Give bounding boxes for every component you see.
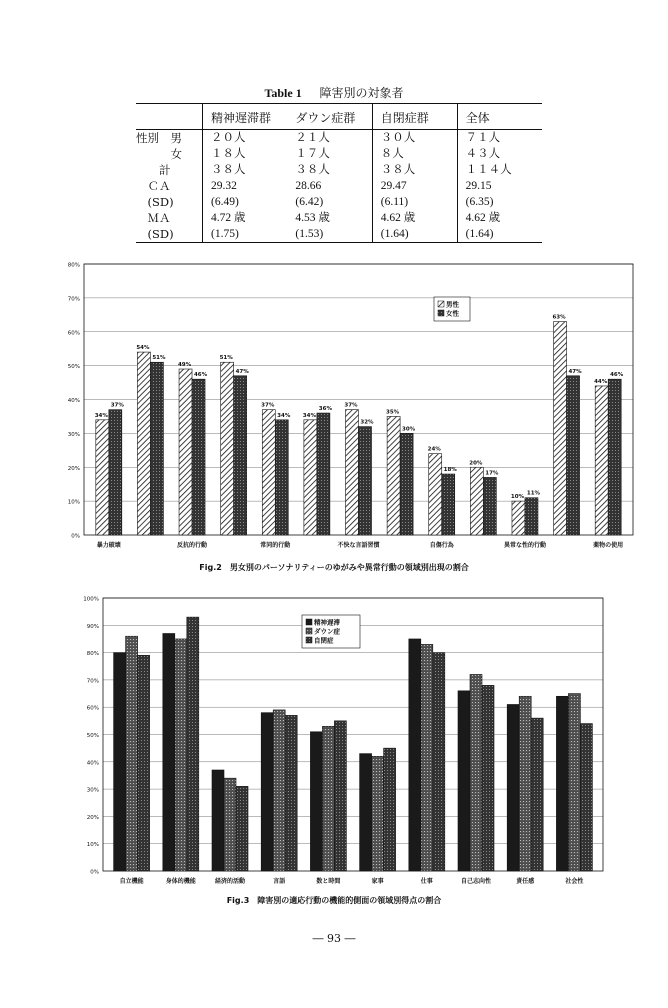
- table-cell: (1.75): [203, 226, 288, 243]
- bar: [580, 724, 592, 871]
- table-cell: １７人: [295, 148, 330, 160]
- bar: [224, 778, 236, 871]
- table-title: [0, 84, 668, 101]
- legend: [302, 615, 360, 648]
- bar: [429, 454, 442, 535]
- data-label: 24%: [427, 446, 441, 453]
- data-label: 44%: [594, 378, 608, 385]
- table-cell: ３８人: [203, 162, 288, 178]
- bar: [442, 474, 455, 535]
- bar: [525, 498, 538, 535]
- x-tick-label: 仕事: [420, 878, 433, 885]
- table-cell: (1.53): [287, 226, 372, 243]
- y-tick-label: 50%: [86, 733, 99, 739]
- bar: [595, 386, 608, 535]
- bar: [126, 636, 138, 871]
- bar: [531, 718, 543, 871]
- table-cell: ３０人: [372, 130, 457, 147]
- table-cell: ２０人: [203, 130, 288, 147]
- bar: [400, 433, 413, 535]
- bar: [458, 691, 470, 871]
- data-label: 20%: [469, 460, 483, 467]
- bar: [275, 420, 288, 535]
- bar: [556, 696, 568, 871]
- data-label: 34%: [302, 412, 316, 419]
- table-header-cell: 全体: [457, 104, 542, 130]
- page-number: ― 93 ―: [312, 932, 356, 945]
- data-label: 37%: [344, 402, 358, 409]
- table-cell: 4.72 歳: [203, 210, 288, 226]
- table-cell: ７１人: [457, 130, 542, 147]
- bar: [212, 770, 224, 871]
- bar: [310, 732, 322, 871]
- y-tick-label: 0%: [90, 869, 99, 876]
- y-tick-label: 0%: [71, 533, 80, 540]
- y-tick-label: 10%: [67, 499, 80, 506]
- y-tick-label: 50%: [67, 364, 80, 371]
- x-tick-label: 家事: [371, 878, 384, 885]
- data-label: 46%: [610, 372, 624, 379]
- data-label: 46%: [193, 372, 208, 379]
- table-cell: (6.49): [203, 194, 288, 210]
- bar: [234, 376, 247, 535]
- bar: [175, 639, 187, 871]
- y-tick-label: 30%: [67, 431, 80, 438]
- table-header-cell: 精神遅滞群: [203, 104, 288, 130]
- table-cell: ４３人: [457, 146, 542, 162]
- table-caption: 障害別の対象者: [319, 86, 404, 100]
- bar: [519, 696, 531, 871]
- x-tick-label: 責任感: [516, 878, 535, 885]
- fig3-chart: [0, 593, 668, 893]
- table-cell: ３８人: [295, 164, 330, 176]
- table-cell: (6.42): [295, 196, 324, 208]
- bar: [360, 754, 372, 871]
- data-label: 11%: [526, 490, 541, 497]
- bar: [507, 704, 519, 871]
- bar: [346, 410, 359, 535]
- table-cell: (1.64): [372, 226, 457, 243]
- table-row-label: (SD): [136, 226, 203, 243]
- data-label: 10%: [510, 494, 525, 501]
- fig3-caption: Fig.3 障害別の適応行動の機能的側面の領域別得点の割合: [226, 896, 442, 905]
- x-tick-label: 経済的活動: [214, 878, 246, 885]
- bar: [262, 410, 275, 535]
- x-tick-label: 自己志向性: [460, 878, 492, 885]
- bar: [150, 362, 163, 535]
- y-tick-label: 40%: [67, 398, 80, 404]
- legend-swatch: [438, 310, 444, 316]
- bar: [554, 322, 567, 535]
- legend-label: 女性: [446, 309, 459, 318]
- bar: [372, 756, 384, 871]
- table-row-label: (SD): [136, 195, 174, 209]
- legend: [434, 297, 470, 321]
- y-tick-label: 20%: [86, 814, 99, 821]
- y-tick-label: 70%: [86, 678, 99, 685]
- data-label: 32%: [360, 419, 374, 426]
- fig2-caption: Fig.2 男女別のパーソナリティーのゆがみや異常行動の領域別出現の割合: [199, 563, 469, 572]
- bar: [608, 379, 621, 535]
- table-header-cell: ダウン症群: [287, 104, 372, 130]
- data-label: 30%: [402, 426, 416, 433]
- y-tick-label: 10%: [86, 842, 99, 849]
- bar: [409, 639, 421, 871]
- bar: [236, 786, 248, 871]
- table-row: [136, 146, 542, 162]
- x-tick-label: 異常な性的行動: [503, 542, 546, 549]
- bar: [179, 369, 192, 535]
- bar: [187, 617, 199, 871]
- bar: [482, 685, 494, 871]
- y-tick-label: 60%: [86, 705, 99, 712]
- legend-swatch: [306, 628, 312, 634]
- data-label: 17%: [485, 470, 499, 477]
- table-cell: (6.35): [457, 194, 542, 210]
- bar: [261, 713, 273, 871]
- table-row-label: 計: [136, 163, 171, 177]
- legend-label: 自閉症: [314, 636, 334, 645]
- x-tick-label: 不快な言語習慣: [337, 542, 380, 549]
- table-row: [136, 194, 542, 210]
- bar: [512, 501, 525, 535]
- table-label: Table 1: [264, 86, 302, 100]
- table-cell: 28.66: [295, 180, 322, 192]
- data-label: 47%: [568, 368, 582, 375]
- table-header-row: [136, 104, 542, 130]
- table-cell: 29.32: [203, 178, 288, 194]
- data-label: 35%: [386, 409, 400, 416]
- table-row: [136, 162, 542, 178]
- table-cell: 4.53 歳: [295, 212, 330, 224]
- data-label: 34%: [277, 412, 291, 419]
- legend-label: 男性: [446, 300, 459, 309]
- x-tick-label: 自立機能: [119, 878, 144, 885]
- bar: [317, 413, 330, 535]
- bar: [304, 420, 317, 535]
- bar: [192, 379, 205, 535]
- y-tick-label: 80%: [67, 262, 80, 269]
- bar: [387, 416, 400, 535]
- bar: [137, 352, 150, 535]
- bar: [421, 644, 433, 871]
- legend-swatch: [306, 637, 312, 643]
- table-row: [136, 130, 542, 147]
- y-tick-label: 40%: [86, 760, 99, 767]
- data-label: 36%: [318, 406, 332, 413]
- data-label: 47%: [235, 368, 249, 375]
- table-cell: 4.62 歳: [457, 210, 542, 226]
- legend-swatch: [306, 619, 312, 625]
- data-label: 49%: [177, 362, 192, 369]
- table-cell: １１４人: [457, 162, 542, 178]
- table-header-cell: [136, 104, 203, 130]
- bar: [163, 633, 175, 871]
- table-cell: 29.15: [457, 178, 542, 194]
- table-row-label: ＭＡ: [136, 211, 171, 225]
- table-row: [136, 226, 542, 243]
- bar: [285, 715, 297, 871]
- bar: [322, 726, 334, 871]
- bar: [96, 420, 109, 535]
- bar: [483, 477, 496, 535]
- table-row-label: 性別 男: [136, 131, 182, 145]
- bar: [273, 710, 285, 871]
- bar: [433, 653, 445, 871]
- table-row: [136, 210, 542, 226]
- table-row-label: 女: [136, 147, 182, 161]
- y-tick-label: 100%: [83, 596, 99, 603]
- bar: [221, 362, 234, 535]
- fig2-chart: [0, 258, 668, 558]
- data-label: 51%: [152, 355, 166, 362]
- data-label: 51%: [219, 355, 233, 362]
- legend-label: 精神遅滞: [314, 618, 340, 627]
- x-tick-label: 薬物の使用: [593, 542, 624, 549]
- bar: [114, 653, 126, 871]
- bar: [568, 694, 580, 871]
- x-tick-label: 数と時間: [316, 878, 341, 885]
- x-tick-label: 反抗的行動: [177, 542, 208, 549]
- table-row-label: ＣＡ: [136, 179, 171, 193]
- table-cell: ３８人: [372, 162, 457, 178]
- bar: [334, 721, 346, 871]
- table-cell: ８人: [372, 146, 457, 162]
- y-tick-label: 80%: [86, 651, 99, 658]
- data-label: 34%: [94, 412, 108, 419]
- bar: [109, 410, 122, 535]
- bar: [470, 674, 482, 871]
- table-row: [136, 178, 542, 194]
- table-cell: (6.11): [372, 194, 457, 210]
- y-tick-label: 90%: [86, 623, 99, 630]
- y-tick-label: 70%: [67, 296, 80, 303]
- data-label: 37%: [110, 402, 124, 409]
- x-tick-label: 言語: [273, 878, 286, 885]
- table-1: [136, 103, 542, 243]
- y-tick-label: 20%: [67, 465, 80, 472]
- table-cell: 29.47: [372, 178, 457, 194]
- data-label: 37%: [261, 402, 275, 409]
- data-label: 63%: [552, 314, 566, 321]
- legend-swatch: [438, 301, 444, 307]
- x-tick-label: 身体的機能: [165, 878, 196, 885]
- x-tick-label: 社会性: [565, 878, 584, 885]
- table-cell: ２１人: [295, 132, 330, 144]
- bar: [384, 748, 396, 871]
- data-label: 18%: [443, 467, 457, 474]
- table-cell: (1.64): [457, 226, 542, 243]
- table-cell: １８人: [203, 146, 288, 162]
- data-label: 54%: [136, 345, 150, 352]
- y-tick-label: 30%: [86, 787, 99, 794]
- table-header-cell: 自閉症群: [372, 104, 457, 130]
- bar: [138, 655, 150, 871]
- x-tick-label: 常同的行動: [260, 542, 291, 549]
- bar: [470, 467, 483, 535]
- legend-label: ダウン症: [314, 627, 340, 636]
- table-cell: 4.62 歳: [372, 210, 457, 226]
- bar: [567, 376, 580, 535]
- x-tick-label: 暴力破壊: [96, 542, 121, 549]
- y-tick-label: 60%: [67, 330, 80, 337]
- bar: [359, 427, 372, 535]
- x-tick-label: 自傷行為: [429, 542, 454, 549]
